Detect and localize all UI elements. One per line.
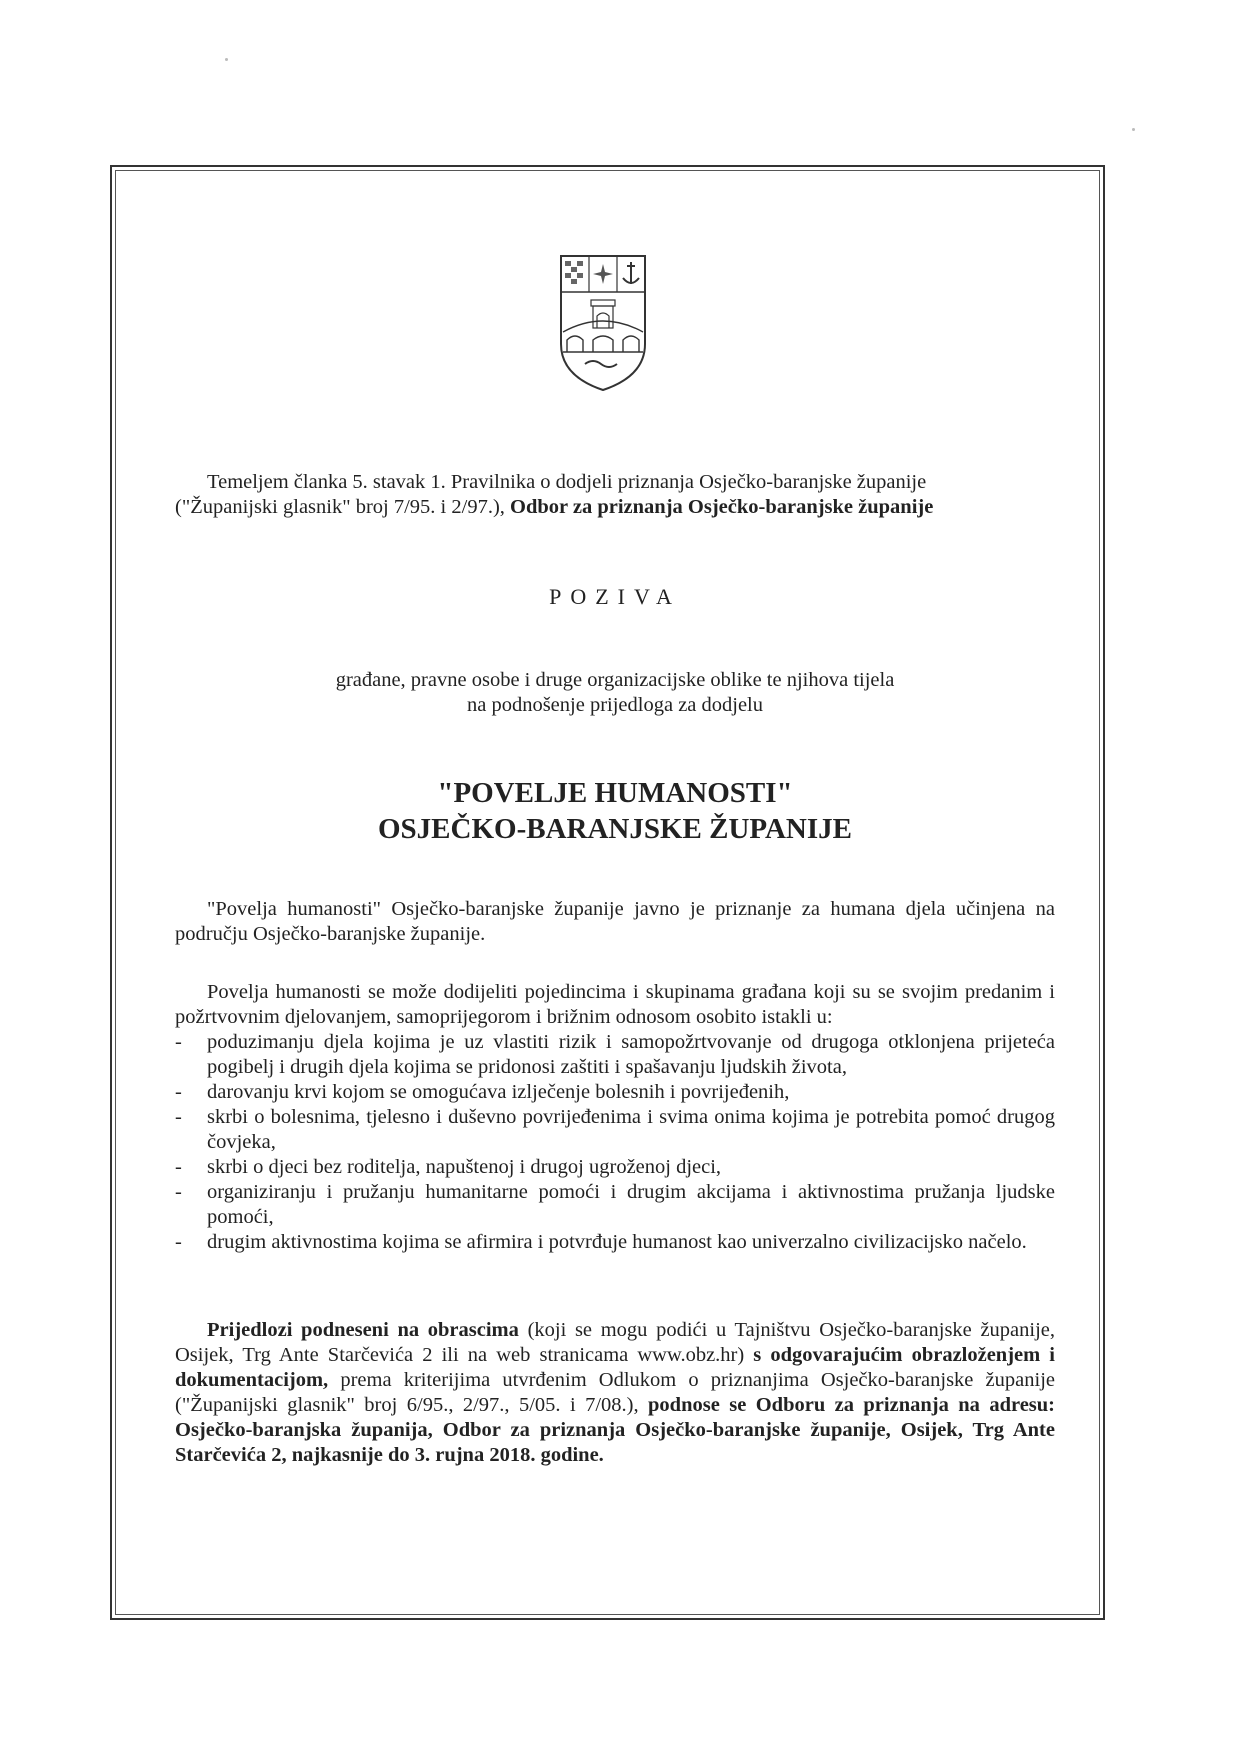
award-title-line-1: "POVELJE HUMANOSTI" bbox=[437, 777, 793, 809]
legal-basis-line-2 bbox=[175, 495, 1055, 520]
list-item: - poduzimanju djela kojima je uz vlastiti rizik i samopožrtvovanje od drugoga otklonjena prijeteća pogibelj i drugih djela kojima se pridonosi zaštiti i spašavanju ljudskih života, bbox=[175, 1030, 1055, 1080]
invitees-block bbox=[175, 668, 1055, 718]
submission-paragraph bbox=[175, 1318, 1055, 1468]
county-coat-of-arms-icon bbox=[557, 252, 649, 394]
legal-basis-line-1: Temeljem članka 5. stavak 1. Pravilnika o dodjeli priznanja Osječko-baranjske županije bbox=[207, 471, 927, 493]
submission-location-text: (koji se mogu podići u Tajništvu Osječko-baranjske županije, Osijek, Trg Ante Starčevića 2 ili na web stranicama www.obz.hr) bbox=[175, 1319, 1056, 1366]
award-title bbox=[175, 775, 1055, 847]
list-item: - organiziranju i pružanju humanitarne pomoći i drugim akcijama i aktivnostima pružanja ljudske pomoći, bbox=[175, 1180, 1055, 1230]
scan-speck bbox=[225, 58, 228, 61]
submission-forms-text: Prijedlozi podneseni na obrascima bbox=[207, 1319, 519, 1341]
award-description-paragraph: "Povelja humanosti" Osječko-baranjske županije javno je priznanje za humana djela učinjena na području Osječko-baranjske županije. bbox=[175, 898, 1055, 945]
invitees-line-1: građane, pravne osobe i druge organizacijske oblike te njihova tijela bbox=[335, 669, 895, 691]
submission-criteria-text: prema kriterijima utvrđenim Odlukom o priznanjima Osječko-baranjske županije ("Županijski glasnik" broj 6/95., 2/97., 5/05. i 7/08.), bbox=[175, 1369, 1055, 1416]
committee-name: Odbor za priznanja Osječko-baranjske županije bbox=[510, 496, 934, 518]
submission-deadline-text: podnose se Odboru za priznanja na adresu: Osječko-baranjska županija, Odbor za priznanja Osječko-baranjske županije, Osijek, Trg Ante Starčevića 2, najkasnije do 3. rujna 2018. godine. bbox=[175, 1394, 1056, 1466]
list-item: - drugim aktivnostima kojima se afirmira i potvrđuje humanost kao univerzalno civilizacijsko načelo. bbox=[175, 1230, 1055, 1255]
legal-basis-citation: ("Županijski glasnik" broj 7/95. i 2/97.), bbox=[175, 496, 511, 518]
list-item: - skrbi o bolesnima, tjelesno i duševno povrijeđenima i svima onima kojima je potrebita pomoć drugog čovjeka, bbox=[175, 1105, 1055, 1155]
list-item: - darovanju krvi kojom se omogućava izlječenje bolesnih i povrijeđenih, bbox=[175, 1080, 1055, 1105]
eligibility-list bbox=[175, 1030, 1055, 1255]
list-item: - skrbi o djeci bez roditelja, napuštenoj i drugoj ugroženoj djeci, bbox=[175, 1155, 1055, 1180]
invitees-line-2: na podnošenje prijedloga za dodjelu bbox=[466, 694, 764, 716]
award-title-line-2: OSJEČKO-BARANJSKE ŽUPANIJE bbox=[378, 813, 852, 845]
eligibility-section bbox=[175, 980, 1055, 1255]
invitation-heading: POZIVA bbox=[549, 584, 681, 609]
legal-basis-paragraph bbox=[175, 470, 1055, 520]
submission-documentation-text: s odgovarajućim obrazloženjem i dokumentacijom, bbox=[175, 1344, 1056, 1391]
scan-speck bbox=[1132, 128, 1135, 131]
eligibility-intro: Povelja humanosti se može dodijeliti pojedincima i skupinama građana koji su se svojim predanim i požrtvovnim djelovanjem, samoprijegorom i brižnim odnosom osobito istakli u: bbox=[175, 981, 1055, 1028]
